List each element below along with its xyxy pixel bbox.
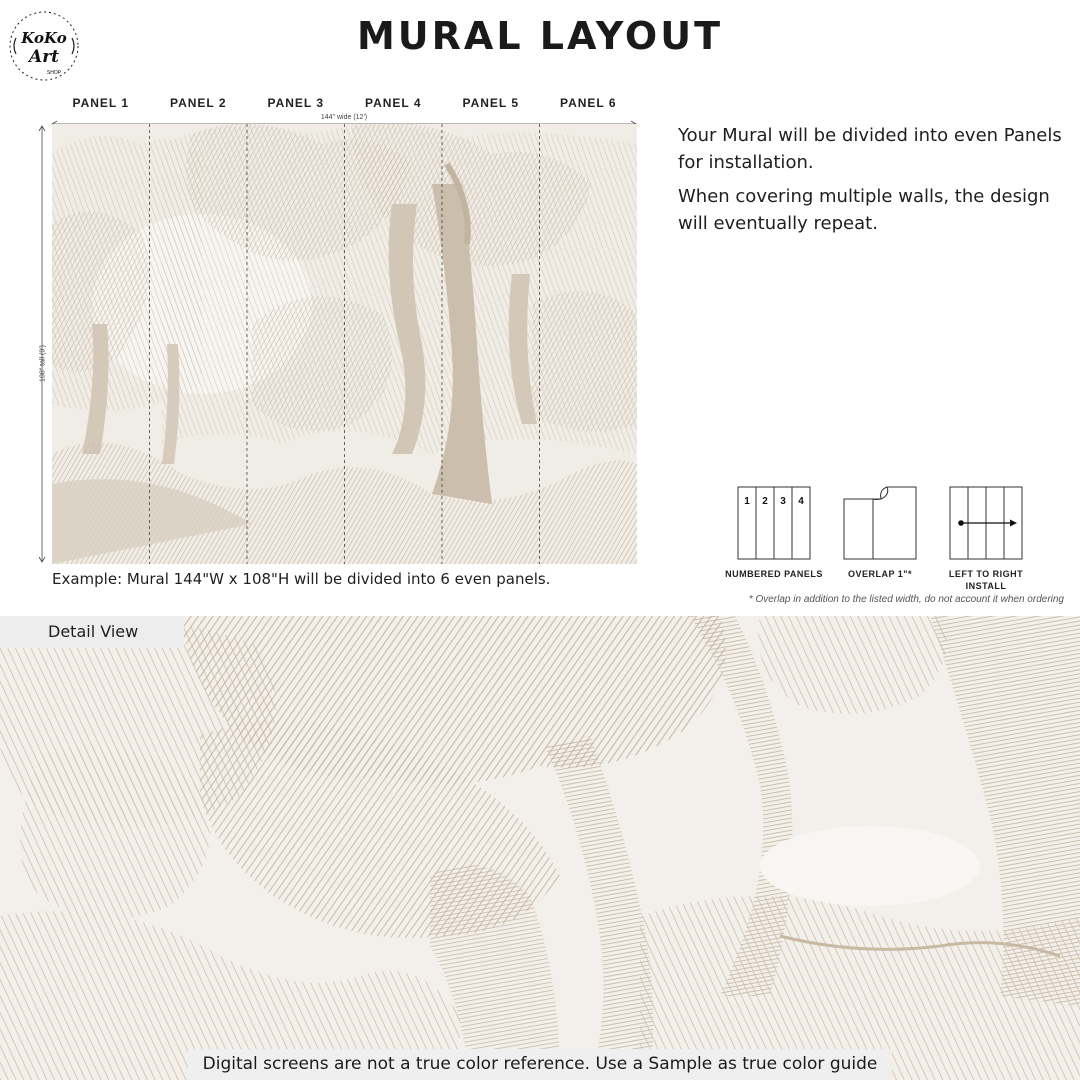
install-direction-label (931, 568, 1041, 592)
panel-label: PANEL 6 (559, 96, 617, 110)
color-notice: Digital screens are not a true color reference. Use a Sample as true color guide (188, 1049, 892, 1080)
install-direction-info (931, 486, 1041, 592)
width-dimension-label: 144" wide (12') (320, 114, 368, 121)
mural-preview-image (52, 124, 637, 564)
description-repeat: When covering multiple walls, the design will eventually repeat. (678, 186, 1050, 234)
panel-labels (52, 96, 637, 114)
panel-label: PANEL 1 (72, 96, 130, 110)
layout-description (678, 122, 1074, 244)
panel-label: PANEL 2 (169, 96, 227, 110)
detail-view-image (0, 616, 1080, 1080)
panel-number: 4 (798, 496, 804, 507)
left-to-right-arrow-icon (949, 486, 1023, 560)
svg-text:SHOP: SHOP (46, 70, 62, 76)
panel-number: 3 (780, 496, 786, 507)
overlap-label: OVERLAP 1"* (847, 569, 913, 579)
page-title: MURAL LAYOUT (356, 14, 723, 58)
overlap-info (825, 486, 935, 580)
install-direction-label-line2: INSTALL (965, 581, 1007, 591)
svg-text:Art: Art (29, 47, 59, 67)
panel-label: PANEL 3 (267, 96, 325, 110)
panel-number: 1 (744, 496, 750, 507)
description-panels: Your Mural will be divided into even Panels for installation. (678, 125, 1062, 173)
panel-number: 2 (762, 496, 768, 507)
install-direction-label-line1: LEFT TO RIGHT (948, 569, 1024, 579)
overlap-icon (843, 486, 917, 560)
detail-view-tab: Detail View (0, 616, 184, 648)
layout-caption: Example: Mural 144"W x 108"H will be divided into 6 even panels. (52, 570, 551, 588)
height-dimension-label: 108" tall (9') (39, 345, 47, 382)
numbered-panels-info (719, 486, 829, 580)
overlap-footnote: * Overlap in addition to the listed width, do not account it when ordering (748, 594, 1064, 605)
svg-text:KoKo: KoKo (21, 29, 67, 47)
panel-label: PANEL 5 (462, 96, 520, 110)
numbered-panels-label: NUMBERED PANELS (725, 569, 823, 579)
panel-label: PANEL 4 (364, 96, 422, 110)
numbered-panels-icon (737, 486, 811, 560)
